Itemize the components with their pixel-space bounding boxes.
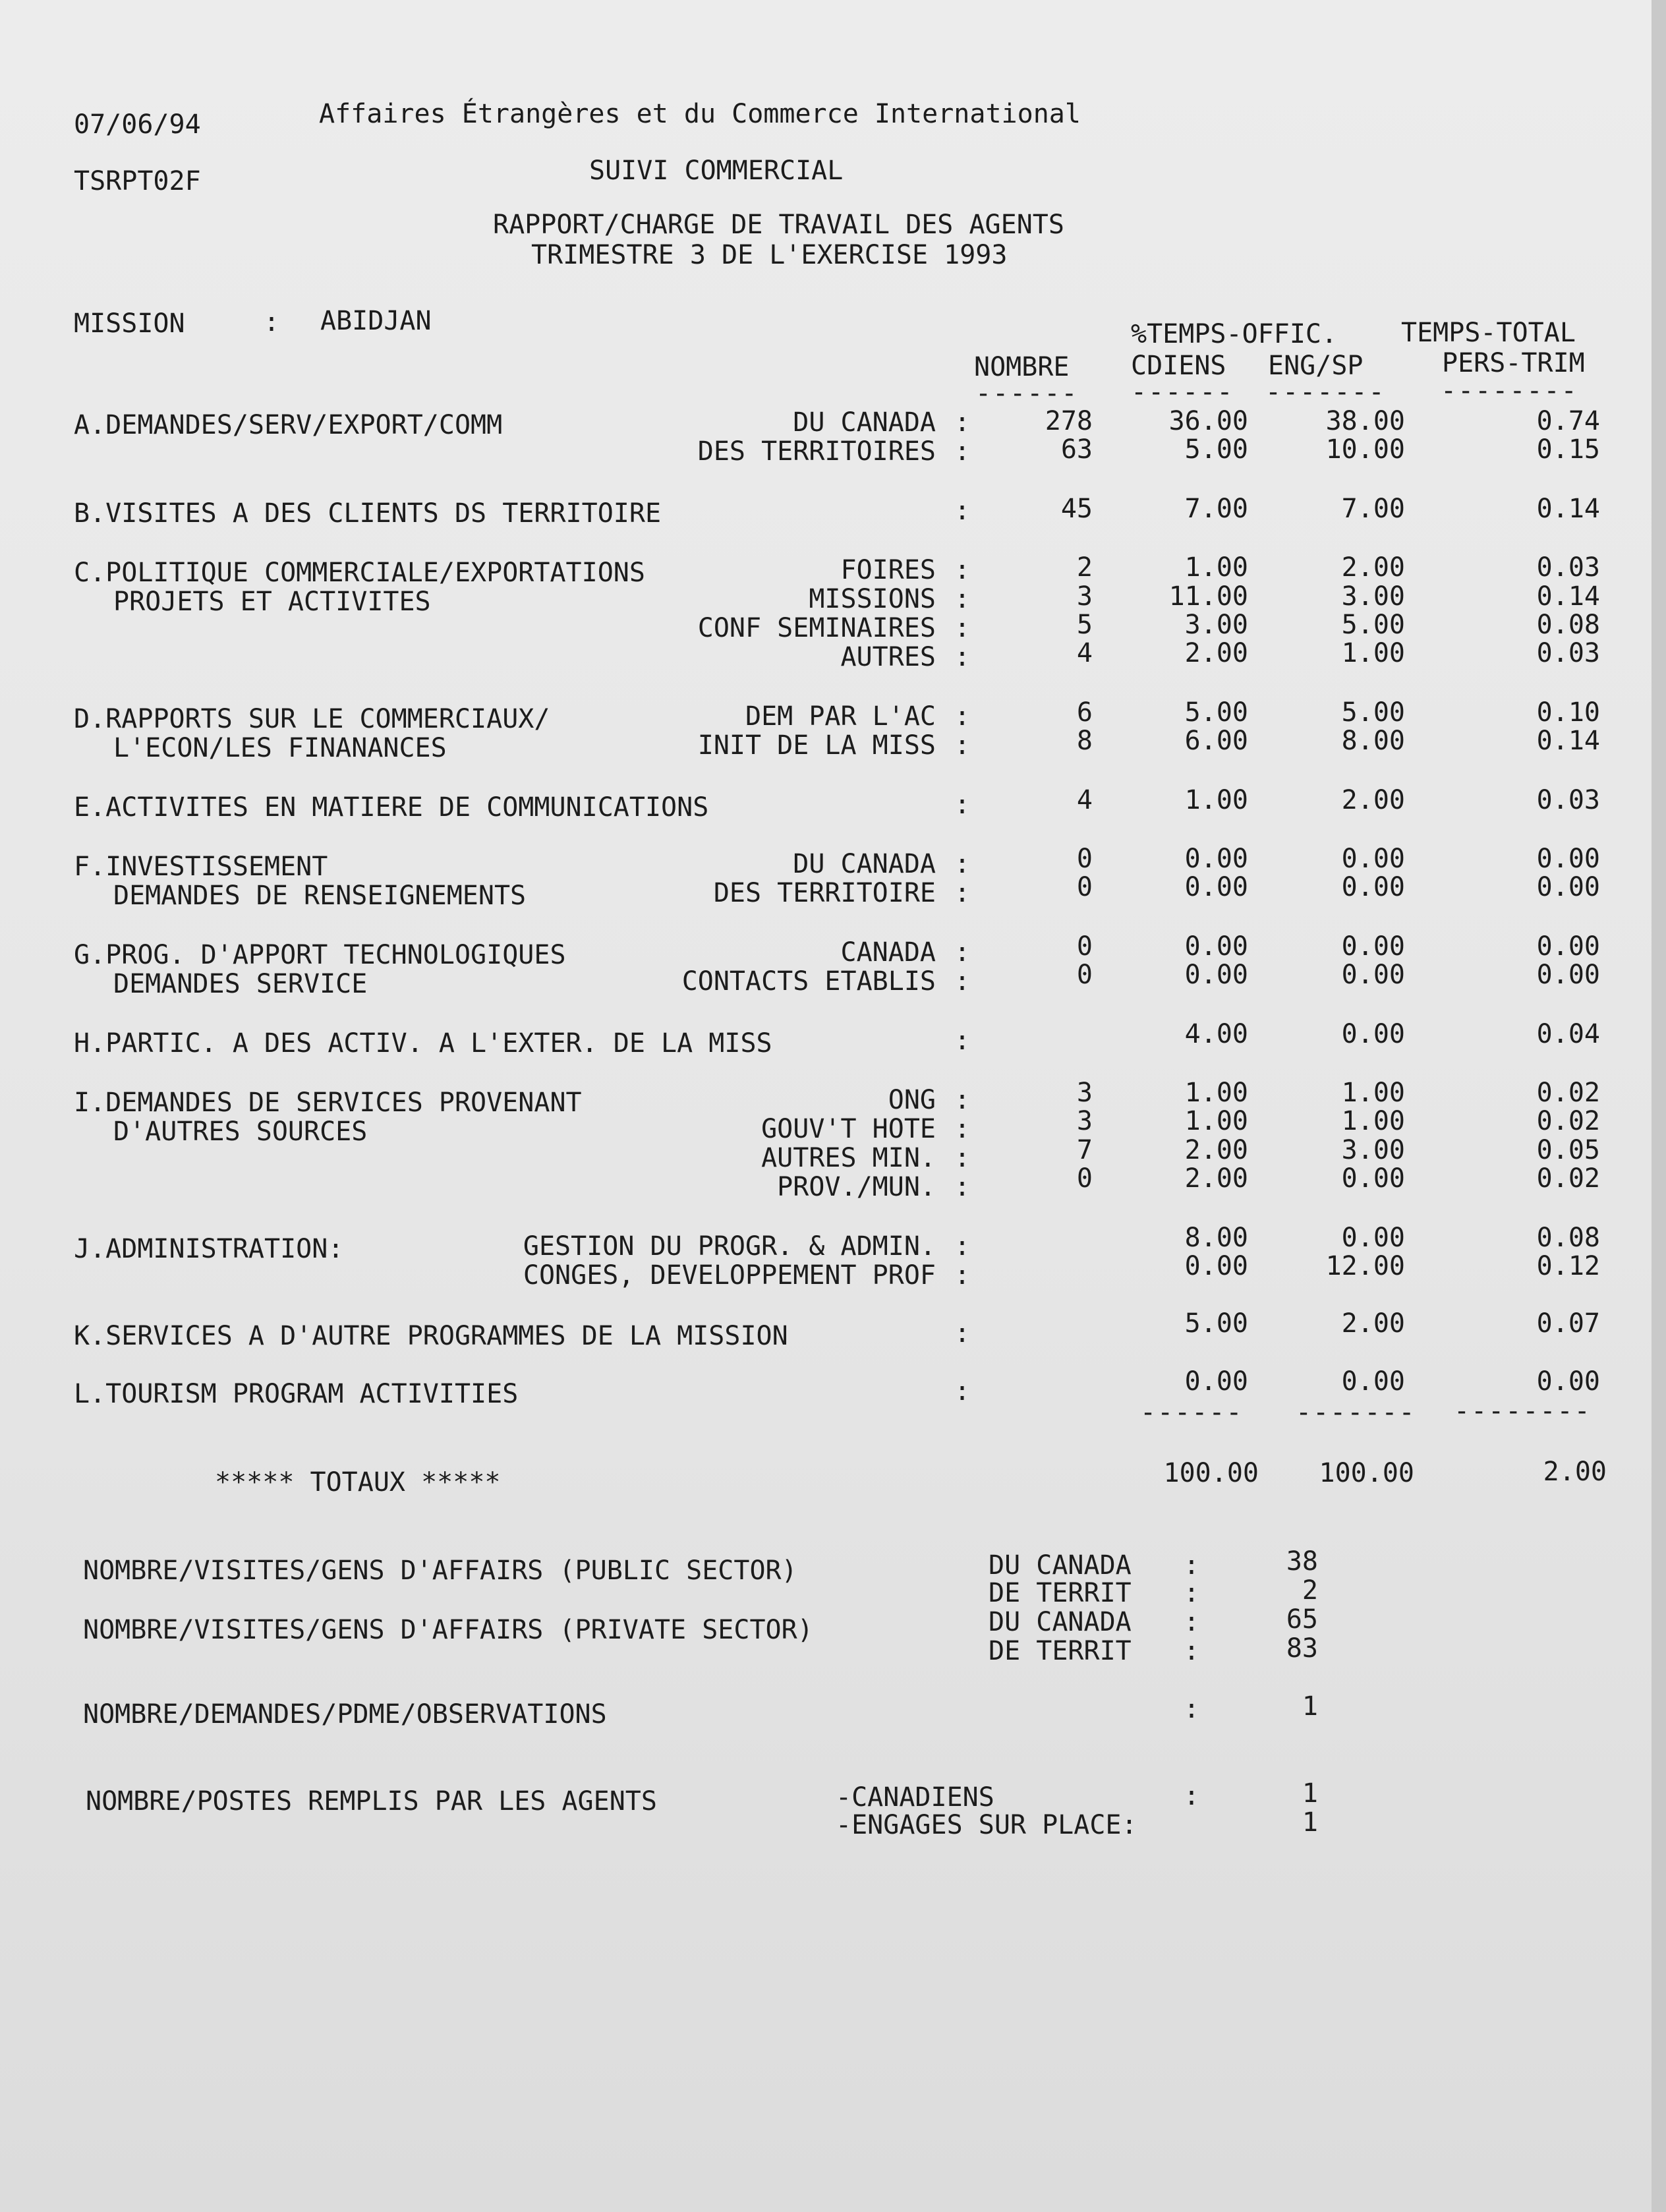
row-cdiens: 4.00: [1184, 1019, 1248, 1049]
row-label: K.SERVICES A D'AUTRE PROGRAMMES DE LA MISSION: [74, 1321, 788, 1351]
row-category: ONG: [888, 1085, 936, 1115]
private-du-canada-colon: :: [1184, 1607, 1200, 1637]
row-eng-sp: 8.00: [1341, 726, 1405, 756]
row-category: GESTION DU PROGR. & ADMIN.: [523, 1231, 936, 1262]
total-pers-trim: 2.00: [1543, 1457, 1607, 1487]
row-pers-trim: 0.14: [1536, 581, 1600, 612]
row-pers-trim: 0.14: [1536, 494, 1600, 524]
row-cdiens: 0.00: [1184, 872, 1248, 902]
column-header-pers-trim: PERS-TRIM: [1442, 348, 1585, 378]
row-colon: :: [954, 555, 971, 585]
row-cdiens: 0.00: [1184, 931, 1248, 962]
column-group-temps-total: TEMPS-TOTAL: [1401, 318, 1576, 348]
row-pers-trim: 0.12: [1536, 1251, 1600, 1281]
report-title: RAPPORT/CHARGE DE TRAVAIL DES AGENTS: [493, 210, 1064, 240]
row-category: CONTACTS ETABLIS: [681, 966, 936, 997]
postes-label: NOMBRE/POSTES REMPLIS PAR LES AGENTS: [86, 1786, 657, 1817]
row-pers-trim: 0.03: [1536, 638, 1600, 668]
report-subtitle: TRIMESTRE 3 DE L'EXERCISE 1993: [531, 240, 1008, 270]
row-cdiens: 6.00: [1184, 726, 1248, 756]
row-category: CONF SEMINAIRES: [697, 613, 936, 643]
row-eng-sp: 1.00: [1341, 1078, 1405, 1108]
public-de-territ-value: 2: [1302, 1575, 1318, 1606]
totals-label: ***** TOTAUX *****: [215, 1467, 501, 1498]
row-category: MISSIONS: [809, 584, 936, 614]
row-pers-trim: 0.00: [1536, 872, 1600, 902]
mission-label: MISSION: [74, 308, 185, 339]
row-nombre: 8: [1076, 726, 1093, 756]
row-pers-trim: 0.00: [1536, 931, 1600, 962]
row-category: DU CANADA: [793, 849, 936, 879]
public-de-territ-label: DE TERRIT: [989, 1578, 1132, 1608]
row-eng-sp: 2.00: [1341, 1308, 1405, 1339]
row-colon: :: [954, 1318, 971, 1349]
row-colon: :: [954, 1172, 971, 1202]
postes-canadiens-value: 1: [1302, 1778, 1318, 1809]
row-cdiens: 1.00: [1184, 785, 1248, 815]
row-category: INIT DE LA MISS: [697, 730, 936, 761]
column-header-nombre: NOMBRE: [974, 352, 1070, 382]
row-cdiens: 7.00: [1184, 494, 1248, 524]
row-nombre: 3: [1076, 1078, 1093, 1108]
row-cdiens: 2.00: [1184, 1135, 1248, 1165]
row-colon: :: [954, 1231, 971, 1262]
row-pers-trim: 0.74: [1536, 406, 1600, 436]
row-cdiens: 5.00: [1184, 697, 1248, 728]
row-nombre: 7: [1076, 1135, 1093, 1165]
row-label: G.PROG. D'APPORT TECHNOLOGIQUES: [74, 940, 566, 970]
row-label: E.ACTIVITES EN MATIERE DE COMMUNICATIONS: [74, 792, 709, 823]
private-de-territ-label: DE TERRIT: [989, 1636, 1132, 1666]
row-cdiens: 2.00: [1184, 1163, 1248, 1194]
private-de-territ-value: 83: [1286, 1633, 1318, 1664]
public-du-canada-value: 38: [1286, 1546, 1318, 1577]
row-label: H.PARTIC. A DES ACTIV. A L'EXTER. DE LA MISS: [74, 1028, 772, 1059]
row-nombre: 0: [1076, 931, 1093, 962]
row-colon: :: [954, 1143, 971, 1173]
header-rule-eng-sp: -------: [1265, 377, 1386, 407]
row-eng-sp: 0.00: [1341, 844, 1405, 874]
row-cdiens: 0.00: [1184, 1366, 1248, 1397]
row-pers-trim: 0.00: [1536, 960, 1600, 990]
row-cdiens: 36.00: [1168, 406, 1248, 436]
row-colon: :: [954, 584, 971, 614]
row-label: I.DEMANDES DE SERVICES PROVENANT: [74, 1088, 582, 1118]
row-cdiens: 2.00: [1184, 638, 1248, 668]
row-eng-sp: 0.00: [1341, 1019, 1405, 1049]
row-label: D.RAPPORTS SUR LE COMMERCIAUX/: [74, 704, 550, 734]
report-date: 07/06/94: [74, 109, 201, 140]
private-du-canada-value: 65: [1286, 1604, 1318, 1635]
row-nombre: 0: [1076, 960, 1093, 990]
row-sublabel: L'ECON/LES FINANANCES: [113, 733, 447, 763]
public-de-territ-colon: :: [1184, 1578, 1200, 1608]
row-pers-trim: 0.03: [1536, 552, 1600, 583]
row-colon: :: [954, 1114, 971, 1144]
row-cdiens: 1.00: [1184, 1078, 1248, 1108]
total-cdiens: 100.00: [1163, 1458, 1259, 1488]
mission-value: ABIDJAN: [320, 306, 432, 336]
public-du-canada-label: DU CANADA: [989, 1550, 1132, 1581]
row-category: DU CANADA: [793, 407, 936, 438]
row-category: CONGES, DEVELOPPEMENT PROF: [523, 1260, 936, 1291]
row-nombre: 4: [1076, 785, 1093, 815]
row-pers-trim: 0.00: [1536, 844, 1600, 874]
row-nombre: 3: [1076, 1106, 1093, 1136]
row-colon: :: [954, 1085, 971, 1115]
private-du-canada-label: DU CANADA: [989, 1607, 1132, 1637]
row-colon: :: [954, 966, 971, 997]
row-pers-trim: 0.15: [1536, 434, 1600, 465]
row-cdiens: 3.00: [1184, 610, 1248, 640]
ministry-name: Affaires Étrangères et du Commerce International: [319, 99, 1081, 129]
pdme-value: 1: [1302, 1691, 1318, 1722]
row-eng-sp: 3.00: [1341, 581, 1405, 612]
row-pers-trim: 0.02: [1536, 1078, 1600, 1108]
row-category: GOUV'T HOTE: [761, 1114, 936, 1144]
report-code: TSRPT02F: [74, 166, 201, 196]
header-rule-pers-trim: --------: [1441, 376, 1578, 406]
header-rule-nombre: ------: [975, 378, 1079, 409]
row-cdiens: 11.00: [1168, 581, 1248, 612]
row-category: PROV./MUN.: [777, 1172, 936, 1202]
postes-engages-value: 1: [1302, 1807, 1318, 1838]
row-label: C.POLITIQUE COMMERCIALE/EXPORTATIONS: [74, 558, 645, 588]
row-cdiens: 5.00: [1184, 1308, 1248, 1339]
row-pers-trim: 0.07: [1536, 1308, 1600, 1339]
header-rule-cdiens: ------: [1131, 377, 1234, 407]
row-nombre: 63: [1060, 434, 1093, 465]
row-pers-trim: 0.04: [1536, 1019, 1600, 1049]
row-nombre: 2: [1076, 552, 1093, 583]
row-colon: :: [954, 613, 971, 643]
row-label: B.VISITES A DES CLIENTS DS TERRITOIRE: [74, 498, 662, 529]
row-sublabel: PROJETS ET ACTIVITES: [113, 587, 431, 617]
total-rule-cdiens: ------: [1140, 1397, 1244, 1428]
row-eng-sp: 10.00: [1325, 434, 1405, 465]
row-colon: :: [954, 849, 971, 879]
row-pers-trim: 0.05: [1536, 1135, 1600, 1165]
total-rule-eng-sp: -------: [1296, 1397, 1416, 1428]
row-eng-sp: 2.00: [1341, 552, 1405, 583]
row-colon: :: [954, 1026, 971, 1056]
row-label: J.ADMINISTRATION:: [74, 1234, 344, 1264]
row-pers-trim: 0.00: [1536, 1366, 1600, 1397]
column-header-cdiens: CDIENS: [1131, 351, 1226, 381]
row-pers-trim: 0.02: [1536, 1106, 1600, 1136]
system-name: SUIVI COMMERCIAL: [589, 156, 844, 186]
row-cdiens: 0.00: [1184, 1251, 1248, 1281]
row-cdiens: 8.00: [1184, 1223, 1248, 1253]
row-colon: :: [954, 642, 971, 672]
public-sector-label: NOMBRE/VISITES/GENS D'AFFAIRS (PUBLIC SECTOR): [83, 1556, 797, 1586]
row-nombre: 4: [1076, 638, 1093, 668]
row-cdiens: 1.00: [1184, 552, 1248, 583]
row-pers-trim: 0.02: [1536, 1163, 1600, 1194]
postes-canadiens-label: -CANADIENS: [836, 1782, 994, 1813]
row-label: A.DEMANDES/SERV/EXPORT/COMM: [74, 410, 503, 440]
row-cdiens: 0.00: [1184, 960, 1248, 990]
row-eng-sp: 2.00: [1341, 785, 1405, 815]
row-eng-sp: 5.00: [1341, 697, 1405, 728]
row-cdiens: 0.00: [1184, 844, 1248, 874]
column-group-temps-offic: %TEMPS-OFFIC.: [1131, 319, 1338, 349]
row-nombre: 0: [1076, 1163, 1093, 1194]
row-nombre: 45: [1060, 494, 1093, 524]
row-nombre: 0: [1076, 844, 1093, 874]
pdme-colon: :: [1184, 1694, 1200, 1724]
row-nombre: 5: [1076, 610, 1093, 640]
column-header-eng-sp: ENG/SP: [1268, 351, 1364, 381]
row-pers-trim: 0.08: [1536, 1223, 1600, 1253]
row-label: F.INVESTISSEMENT: [74, 852, 328, 882]
row-label: L.TOURISM PROGRAM ACTIVITIES: [74, 1379, 519, 1409]
row-category: FOIRES: [840, 555, 936, 585]
row-eng-sp: 5.00: [1341, 610, 1405, 640]
row-nombre: 6: [1076, 697, 1093, 728]
row-pers-trim: 0.08: [1536, 610, 1600, 640]
postes-engages-label: -ENGAGES SUR PLACE:: [836, 1810, 1137, 1840]
row-colon: :: [954, 878, 971, 908]
row-pers-trim: 0.10: [1536, 697, 1600, 728]
row-category: DES TERRITOIRES: [697, 436, 936, 467]
row-eng-sp: 0.00: [1341, 1223, 1405, 1253]
row-eng-sp: 0.00: [1341, 872, 1405, 902]
row-eng-sp: 38.00: [1325, 406, 1405, 436]
row-eng-sp: 7.00: [1341, 494, 1405, 524]
total-rule-pers-trim: --------: [1454, 1396, 1592, 1426]
row-sublabel: DEMANDES SERVICE: [113, 969, 368, 999]
row-category: CANADA: [840, 937, 936, 968]
scanner-edge: [1652, 0, 1666, 2212]
private-de-territ-colon: :: [1184, 1636, 1200, 1666]
row-pers-trim: 0.03: [1536, 785, 1600, 815]
row-eng-sp: 3.00: [1341, 1135, 1405, 1165]
row-nombre: 0: [1076, 872, 1093, 902]
row-pers-trim: 0.14: [1536, 726, 1600, 756]
row-eng-sp: 1.00: [1341, 638, 1405, 668]
row-colon: :: [954, 436, 971, 467]
private-sector-label: NOMBRE/VISITES/GENS D'AFFAIRS (PRIVATE SECTOR): [83, 1615, 813, 1645]
row-colon: :: [954, 937, 971, 968]
postes-canadiens-colon: :: [1184, 1781, 1200, 1811]
row-nombre: 278: [1045, 406, 1093, 436]
row-colon: :: [954, 1376, 971, 1407]
row-cdiens: 1.00: [1184, 1106, 1248, 1136]
row-sublabel: D'AUTRES SOURCES: [113, 1117, 368, 1147]
mission-separator: :: [264, 307, 280, 337]
total-eng-sp: 100.00: [1319, 1458, 1414, 1488]
row-colon: :: [954, 1260, 971, 1291]
row-cdiens: 5.00: [1184, 434, 1248, 465]
row-colon: :: [954, 790, 971, 820]
row-category: DEM PAR L'AC: [745, 701, 936, 732]
row-category: AUTRES: [840, 642, 936, 672]
row-colon: :: [954, 730, 971, 761]
row-category: DES TERRITOIRE: [713, 878, 936, 908]
row-colon: :: [954, 407, 971, 438]
row-eng-sp: 12.00: [1325, 1251, 1405, 1281]
row-eng-sp: 0.00: [1341, 931, 1405, 962]
pdme-label: NOMBRE/DEMANDES/PDME/OBSERVATIONS: [83, 1699, 607, 1730]
row-colon: :: [954, 701, 971, 732]
row-colon: :: [954, 496, 971, 526]
row-eng-sp: 0.00: [1341, 1163, 1405, 1194]
row-nombre: 3: [1076, 581, 1093, 612]
row-category: AUTRES MIN.: [761, 1143, 936, 1173]
row-eng-sp: 0.00: [1341, 960, 1405, 990]
row-eng-sp: 0.00: [1341, 1366, 1405, 1397]
public-du-canada-colon: :: [1184, 1550, 1200, 1581]
row-eng-sp: 1.00: [1341, 1106, 1405, 1136]
row-sublabel: DEMANDES DE RENSEIGNEMENTS: [113, 881, 527, 911]
